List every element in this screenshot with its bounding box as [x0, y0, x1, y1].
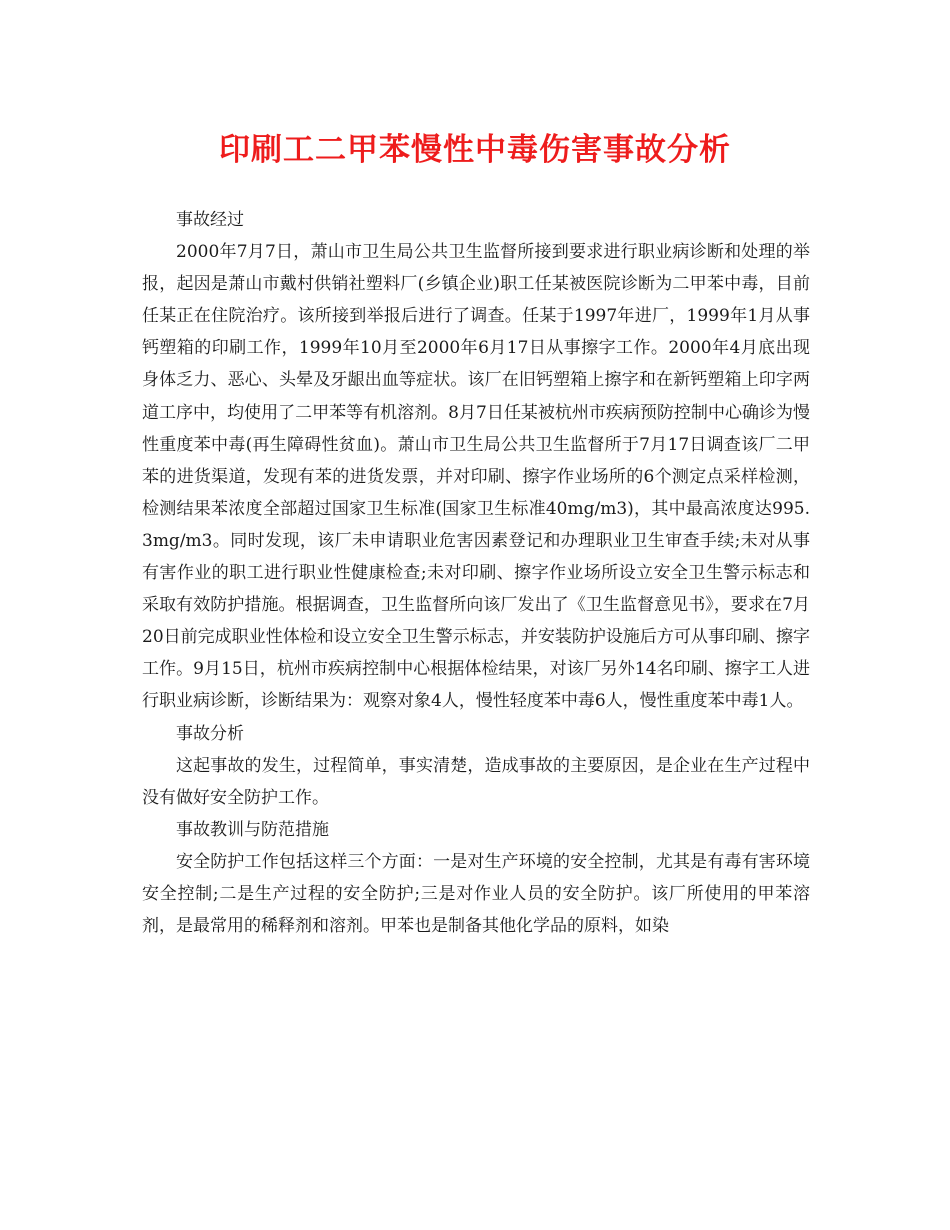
document-title: 印刷工二甲苯慢性中毒伤害事故分析 — [219, 132, 731, 168]
paragraph-incident-details: 2000年7月7日，萧山市卫生局公共卫生监督所接到要求进行职业病诊断和处理的举报，起因是萧山市戴村供销社塑料厂(乡镇企业)职工任某被医院诊断为二甲苯中毒，目前任某正在住院治疗。该所接到举报后进行了调查。任某于1997年进厂，1999年1月从事钙塑箱的印刷工作，1999年10月至2000年6月17日从事擦字工作。2000年4月底出现身体乏力、恶心、头晕及牙龈出血等症状。该厂在旧钙塑箱上擦字和在新钙塑箱上印字两道工序中，均使用了二甲苯等有机溶剂。8月7日任某被杭州市疾病预防控制中心确诊为慢性重度苯中毒(再生障碍性贫血)。萧山市卫生局公共卫生监督所于7月17日调查该厂二甲苯的进货渠道，发现有苯的进货发票，并对印刷、擦字作业场所的6个测定点采样检测，检测结果苯浓度全部超过国家卫生标准(国家卫生标准40mg/m3)，其中最高浓度达995.3mg/m3。同时发现，该厂未申请职业危害因素登记和办理职业卫生审查手续;未对从事有害作业的职工进行职业性健康检查;未对印刷、擦字作业场所设立安全卫生警示标志和采取有效防护措施。根据调查，卫生监督所向该厂发出了《卫生监督意见书》，要求在7月20日前完成职业性体检和设立安全卫生警示标志，并安装防护设施后方可从事印刷、擦字工作。9月15日，杭州市疾病控制中心根据体检结果，对该厂另外14名印刷、擦字工人进行职业病诊断，诊断结果为：观察对象4人，慢性轻度苯中毒6人，慢性重度苯中毒1人。 — [142, 242, 810, 712]
document-body — [142, 204, 810, 942]
paragraph-analysis: 这起事故的发生，过程简单，事实清楚，造成事故的主要原因，是企业在生产过程中没有做好安全防护工作。 — [142, 755, 810, 808]
section-heading-incident: 事故经过 — [176, 210, 244, 230]
paragraph-lessons: 安全防护工作包括这样三个方面：一是对生产环境的安全控制，尤其是有毒有害环境安全控制;二是生产过程的安全防护;三是对作业人员的安全防护。该厂所使用的甲苯溶剂，是最常用的稀释剂和溶剂。甲苯也是制备其他化学品的原料，如染 — [142, 851, 810, 937]
section-heading-lessons: 事故教训与防范措施 — [176, 819, 329, 840]
section-heading-analysis: 事故分析 — [176, 723, 244, 744]
